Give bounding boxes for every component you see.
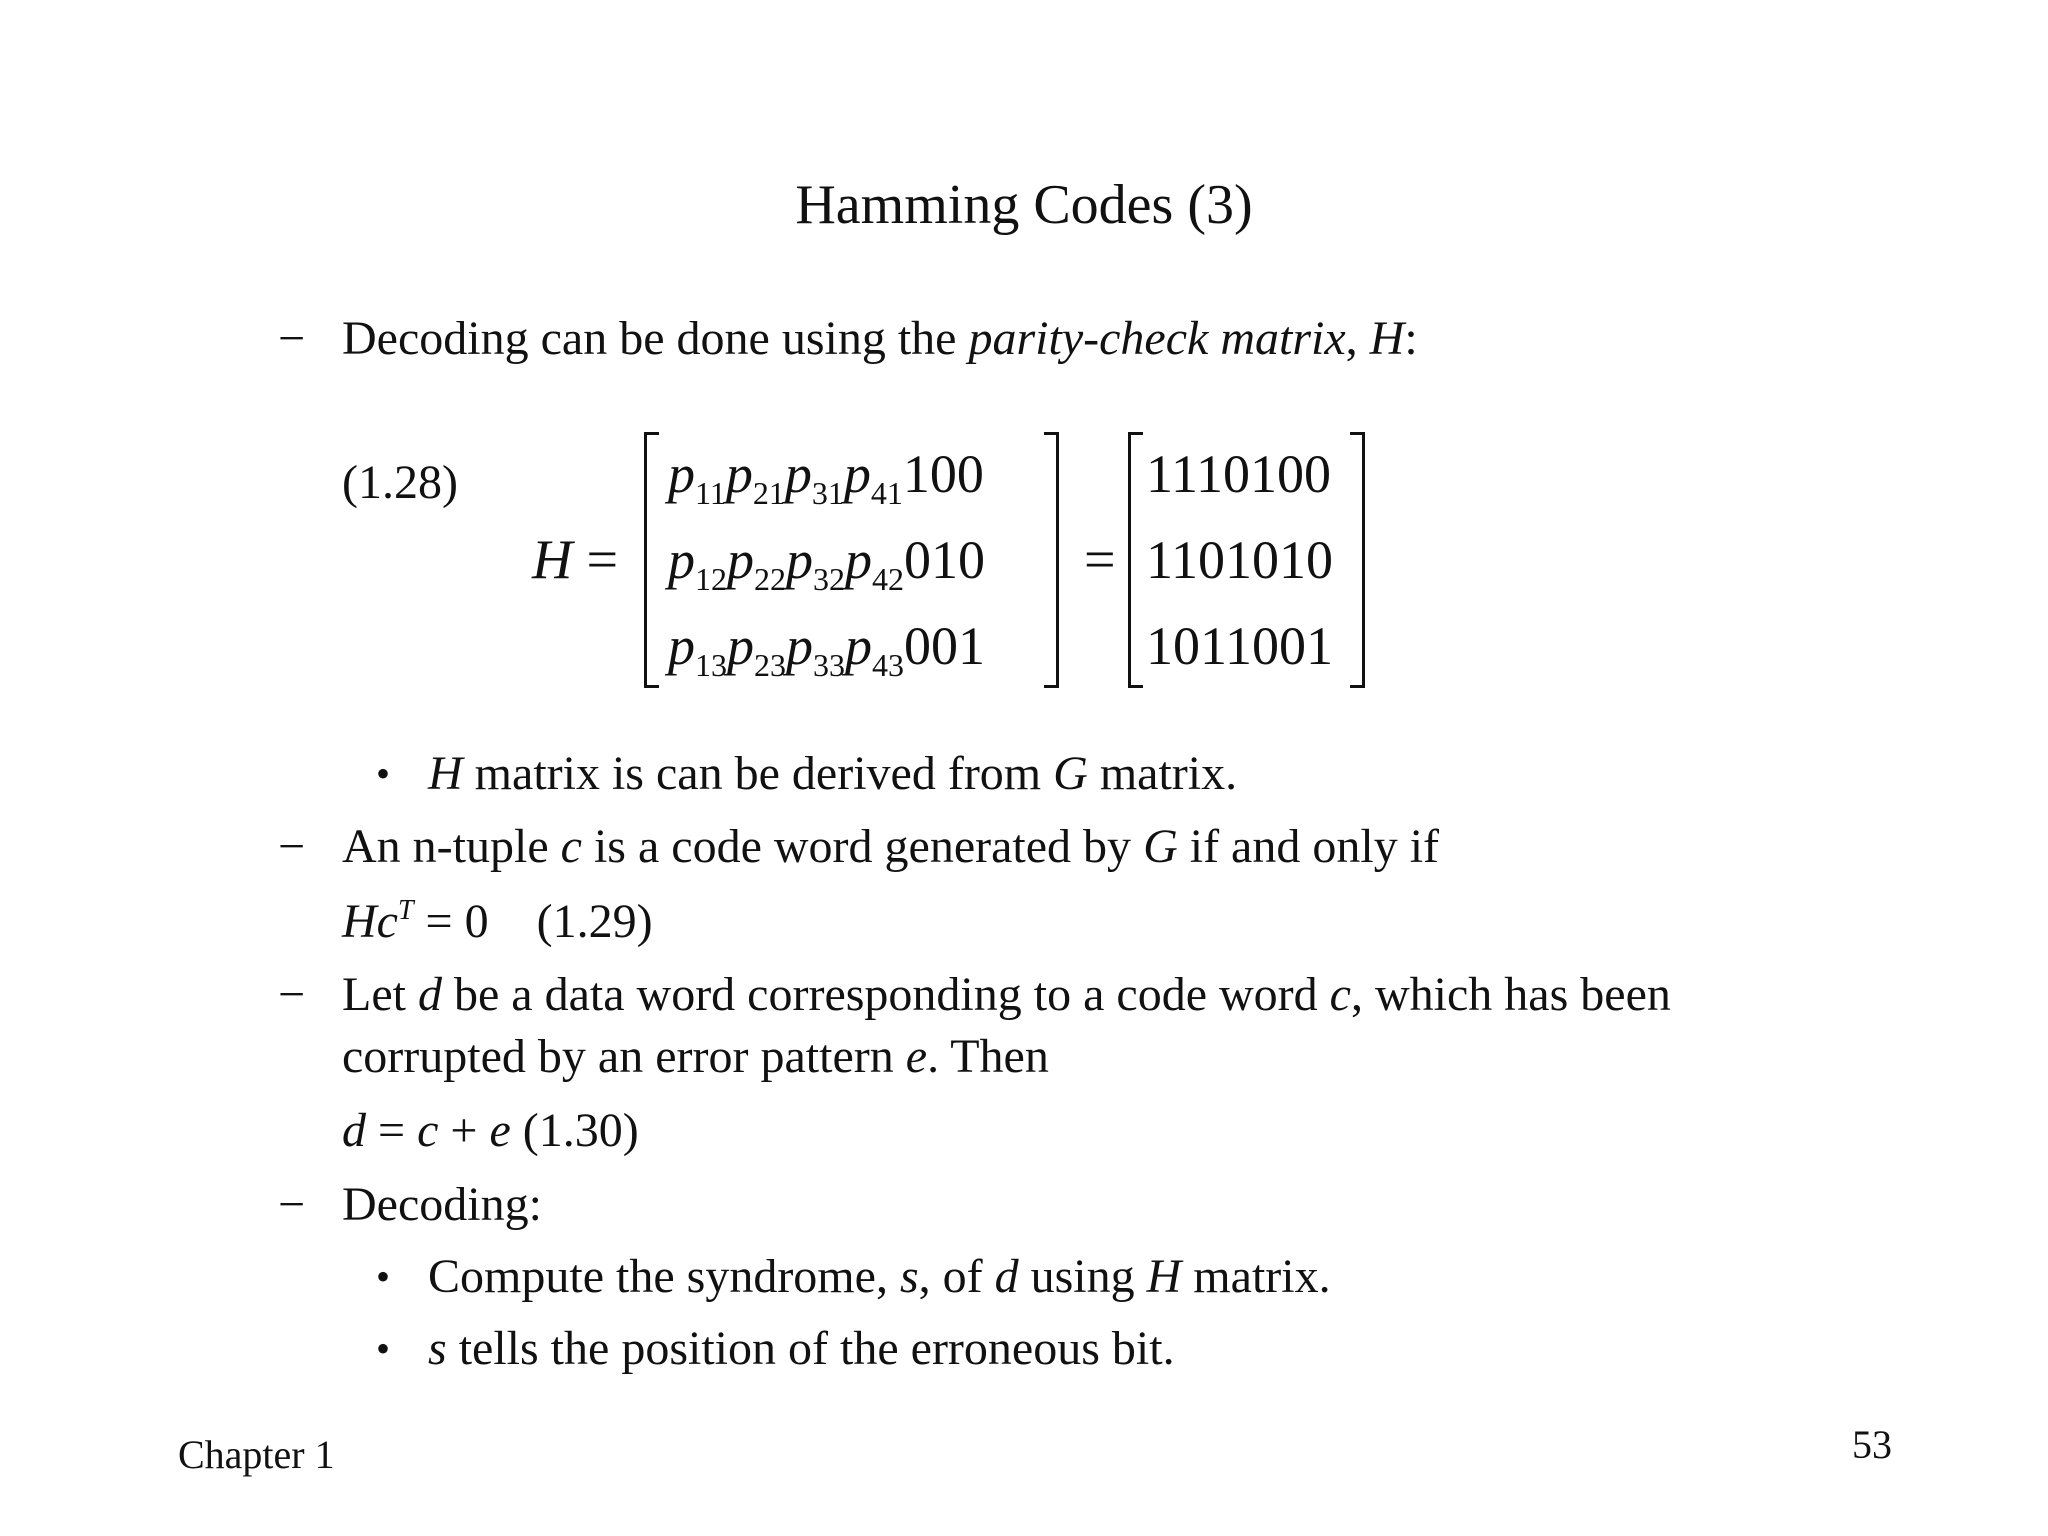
p-term: p xyxy=(845,616,872,676)
matrix-lhs xyxy=(532,525,618,595)
data-word-line-continued xyxy=(342,1028,1049,1086)
superscript: T xyxy=(397,895,414,926)
bullet-marker: • xyxy=(376,1254,391,1299)
text: G xyxy=(1143,820,1178,873)
text: G xyxy=(1053,747,1088,800)
numeric-row-1: 1110100 xyxy=(1146,444,1331,504)
text: , which has been xyxy=(1350,968,1671,1021)
numeric-row-3: 1011001 xyxy=(1146,616,1333,676)
symbolic-row-3 xyxy=(668,614,985,685)
text: Let xyxy=(342,968,418,1021)
second-equals-sign: = xyxy=(1084,529,1116,591)
slide-title: Hamming Codes (3) xyxy=(795,174,1253,236)
p-term: p xyxy=(786,616,813,676)
bullet-marker: • xyxy=(376,1326,391,1371)
decoding-intro-line xyxy=(342,310,1418,368)
text: c xyxy=(417,1104,439,1157)
identity-part: 100 xyxy=(902,444,984,504)
syndrome-bullet xyxy=(428,1248,1331,1306)
lhs-symbol: H xyxy=(532,529,573,591)
text: = 0 (1.29) xyxy=(413,895,653,948)
text: parity-check matrix xyxy=(968,312,1346,365)
equals-sign: = xyxy=(586,529,619,591)
p-subscript: 32 xyxy=(813,561,845,597)
p-term: p xyxy=(725,444,753,504)
text: H xyxy=(1369,312,1405,365)
p-subscript: 11 xyxy=(695,475,726,511)
p-term: p xyxy=(668,616,695,676)
p-subscript: 22 xyxy=(754,561,786,597)
p-subscript: 31 xyxy=(811,475,844,511)
dash-marker: − xyxy=(278,820,306,873)
p-term: p xyxy=(668,444,695,504)
text: , of xyxy=(918,1250,995,1303)
text: c xyxy=(560,820,582,873)
text: is a code word generated by xyxy=(581,820,1144,873)
p-subscript: 42 xyxy=(872,561,904,597)
identity-part: 001 xyxy=(904,616,985,676)
text: d xyxy=(417,968,442,1021)
p-subscript: 33 xyxy=(813,647,845,683)
text: d xyxy=(342,1104,366,1157)
equation-129 xyxy=(342,893,653,958)
dash-marker: − xyxy=(278,312,306,365)
left-bracket xyxy=(644,432,659,688)
h-from-g-bullet xyxy=(428,745,1237,803)
text: (1.30) xyxy=(510,1104,639,1157)
text: + xyxy=(438,1104,490,1157)
p-subscript: 43 xyxy=(872,647,904,683)
decoding-heading: Decoding: xyxy=(342,1178,542,1231)
numeric-row-2: 1101010 xyxy=(1146,530,1333,590)
data-word-line xyxy=(342,966,1671,1024)
text: An n-tuple xyxy=(342,820,561,873)
ntuple-line xyxy=(342,818,1439,876)
p-subscript: 13 xyxy=(695,647,727,683)
symbolic-row-1 xyxy=(668,442,984,513)
p-subscript: 23 xyxy=(754,647,786,683)
text: corrupted by an error pattern xyxy=(342,1030,906,1083)
text: using xyxy=(1018,1250,1147,1303)
bullet-marker: • xyxy=(376,751,391,796)
p-term: p xyxy=(784,444,812,504)
dash-marker: − xyxy=(278,1178,306,1231)
page-number: 53 xyxy=(1852,1422,1892,1467)
footer-chapter: Chapter 1 xyxy=(178,1432,335,1477)
equation-130 xyxy=(342,1102,639,1160)
p-term: p xyxy=(786,530,813,590)
equation-label-128: (1.28) xyxy=(342,456,458,509)
p-term: p xyxy=(727,530,754,590)
text: matrix. xyxy=(1181,1250,1331,1303)
text: = xyxy=(366,1104,418,1157)
text: H xyxy=(428,747,463,800)
text: s xyxy=(899,1250,919,1303)
p-term: p xyxy=(843,444,871,504)
text: be a data word corresponding to a code word xyxy=(441,968,1330,1021)
p-term: p xyxy=(727,616,754,676)
text: c xyxy=(1329,968,1351,1021)
text: . Then xyxy=(927,1030,1049,1083)
text: H xyxy=(1146,1250,1182,1303)
text: Decoding can be done using the xyxy=(342,312,969,365)
p-term: p xyxy=(668,530,695,590)
text: Compute the syndrome, xyxy=(428,1250,900,1303)
p-subscript: 12 xyxy=(695,561,727,597)
p-subscript: 41 xyxy=(870,475,903,511)
right-bracket xyxy=(1350,432,1365,688)
p-term: p xyxy=(845,530,872,590)
error-position-bullet xyxy=(428,1320,1175,1378)
p-subscript: 21 xyxy=(752,475,785,511)
text: matrix is can be derived from xyxy=(462,747,1054,800)
text: tells the position of the erroneous bit. xyxy=(446,1322,1175,1375)
text: , xyxy=(1345,312,1370,365)
text: : xyxy=(1404,312,1418,365)
dash-marker: − xyxy=(278,968,306,1021)
text: Hc xyxy=(342,895,398,948)
text: matrix. xyxy=(1087,747,1238,800)
text: if and only if xyxy=(1177,820,1440,873)
right-bracket xyxy=(1044,432,1059,688)
left-bracket xyxy=(1128,432,1143,688)
text: e xyxy=(489,1104,511,1157)
identity-part: 010 xyxy=(904,530,985,590)
text: e xyxy=(905,1030,928,1083)
text: s xyxy=(428,1322,447,1375)
text: d xyxy=(994,1250,1019,1303)
symbolic-row-2 xyxy=(668,528,985,599)
